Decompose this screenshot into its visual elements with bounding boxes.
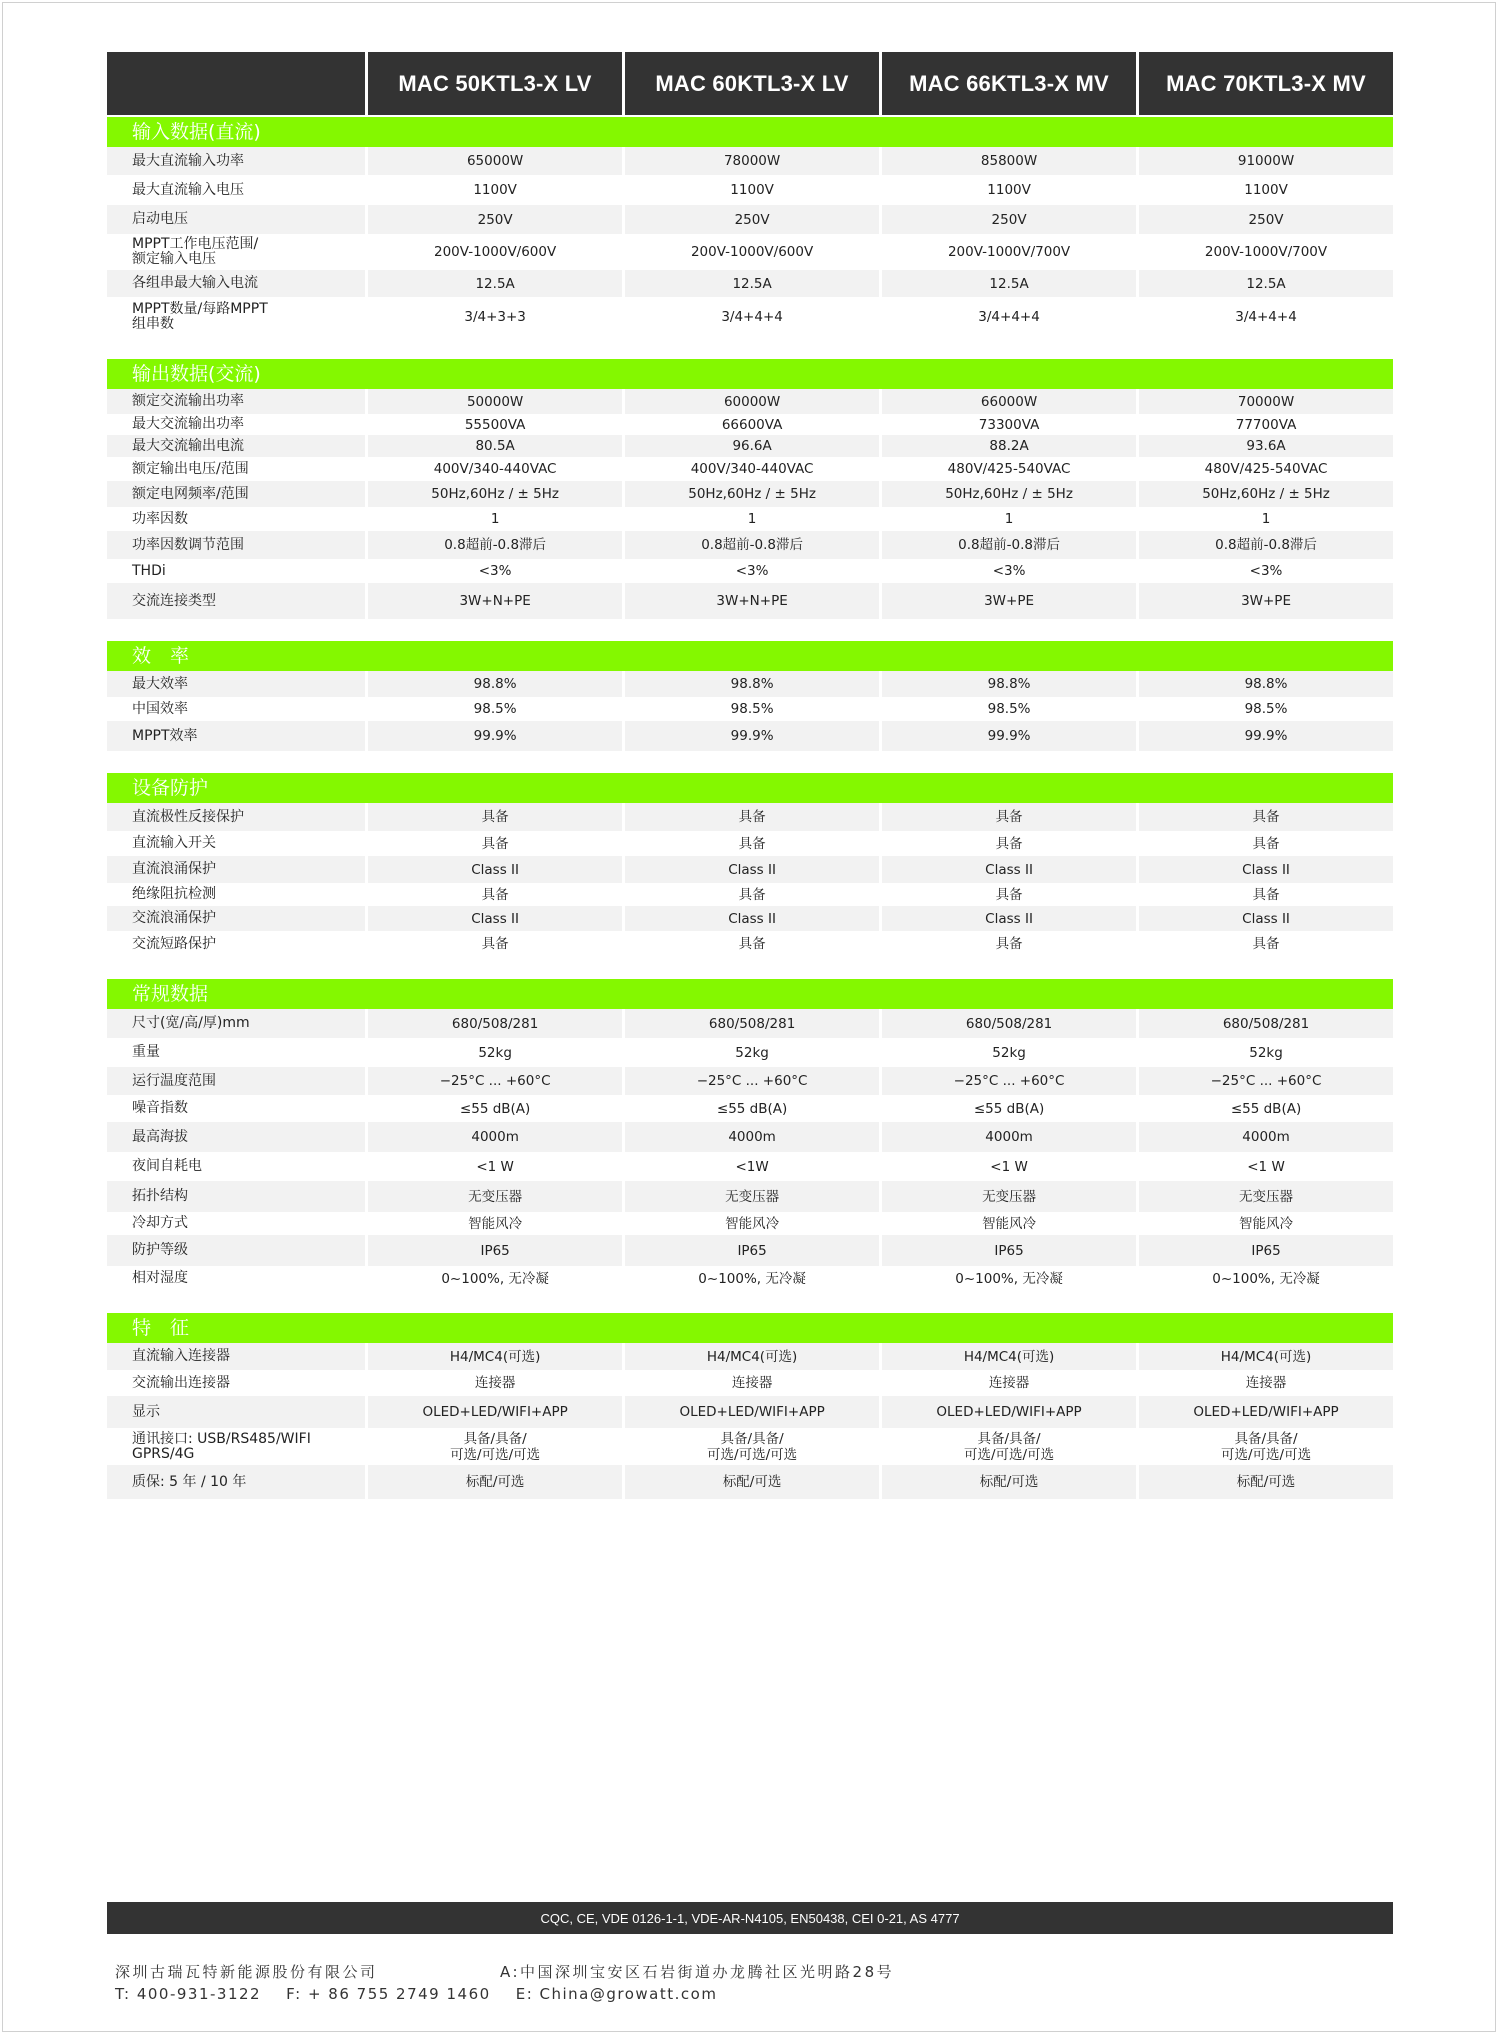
- row-label: 功率因数: [107, 507, 365, 531]
- section: [107, 1313, 1393, 1499]
- row-value-model-4: 标配/可选: [1136, 1465, 1393, 1499]
- table-row: [107, 583, 1393, 619]
- row-value-model-3: IP65: [879, 1235, 1136, 1266]
- row-value-model-4: 具备: [1136, 931, 1393, 957]
- row-label: 中国效率: [107, 697, 365, 721]
- row-label: 交流连接类型: [107, 583, 365, 619]
- row-value-model-1: 99.9%: [365, 721, 622, 751]
- row-value-model-4: 52kg: [1136, 1038, 1393, 1067]
- row-value-model-2: 0~100%, 无冷凝: [622, 1266, 879, 1291]
- row-value-model-4: 12.5A: [1136, 270, 1393, 297]
- table-row: [107, 1465, 1393, 1499]
- section-spacer: [107, 1291, 1393, 1313]
- row-value-model-1: ≤55 dB(A): [365, 1095, 622, 1122]
- row-value-model-2: ≤55 dB(A): [622, 1095, 879, 1122]
- table-row: [107, 1396, 1393, 1428]
- company-contact: T: 400-931-3122 F: + 86 755 2749 1460 E: China@growatt.com: [115, 1985, 718, 2003]
- row-label: 防护等级: [107, 1235, 365, 1266]
- row-value-model-2: IP65: [622, 1235, 879, 1266]
- row-value-model-1: 52kg: [365, 1038, 622, 1067]
- table-row: [107, 147, 1393, 175]
- row-value-model-1: <1 W: [365, 1152, 622, 1181]
- row-value-model-4: 具备: [1136, 803, 1393, 831]
- row-value-model-4: −25°C ... +60°C: [1136, 1067, 1393, 1095]
- row-value-model-3: 0~100%, 无冷凝: [879, 1266, 1136, 1291]
- row-label: 启动电压: [107, 205, 365, 234]
- row-value-model-3: 12.5A: [879, 270, 1136, 297]
- row-value-model-4: 具备/具备/ 可选/可选/可选: [1136, 1428, 1393, 1465]
- table-row: [107, 1122, 1393, 1152]
- table-row: [107, 389, 1393, 414]
- table-row: [107, 883, 1393, 906]
- section: [107, 359, 1393, 619]
- row-value-model-3: 具备: [879, 931, 1136, 957]
- row-value-model-4: 连接器: [1136, 1370, 1393, 1396]
- section-title: 输出数据(交流): [107, 359, 1393, 389]
- row-value-model-2: 具备: [622, 883, 879, 906]
- table-row: [107, 1370, 1393, 1396]
- row-value-model-2: 具备: [622, 931, 879, 957]
- table-row: [107, 721, 1393, 751]
- row-value-model-1: 具备: [365, 931, 622, 957]
- row-value-model-2: 具备: [622, 831, 879, 856]
- table-row: [107, 531, 1393, 559]
- row-value-model-3: 99.9%: [879, 721, 1136, 751]
- row-label: 额定交流输出功率: [107, 389, 365, 414]
- row-value-model-2: 具备/具备/ 可选/可选/可选: [622, 1428, 879, 1465]
- row-value-model-4: 0.8超前-0.8滞后: [1136, 531, 1393, 559]
- table-row: [107, 270, 1393, 297]
- row-label: 噪音指数: [107, 1095, 365, 1122]
- row-value-model-2: 12.5A: [622, 270, 879, 297]
- row-label: 最大交流输出电流: [107, 435, 365, 457]
- row-value-model-1: 无变压器: [365, 1181, 622, 1212]
- row-label: 交流浪涌保护: [107, 906, 365, 931]
- row-value-model-4: 1: [1136, 507, 1393, 531]
- row-value-model-4: 99.9%: [1136, 721, 1393, 751]
- row-value-model-4: <1 W: [1136, 1152, 1393, 1181]
- row-value-model-1: H4/MC4(可选): [365, 1343, 622, 1370]
- row-label: 额定输出电压/范围: [107, 457, 365, 481]
- row-value-model-1: 680/508/281: [365, 1009, 622, 1038]
- row-value-model-3: 具备: [879, 803, 1136, 831]
- table-row: [107, 671, 1393, 697]
- row-value-model-1: <3%: [365, 559, 622, 583]
- row-value-model-1: Class II: [365, 906, 622, 931]
- row-value-model-3: OLED+LED/WIFI+APP: [879, 1396, 1136, 1428]
- row-value-model-1: 3/4+3+3: [365, 297, 622, 337]
- row-value-model-2: 98.5%: [622, 697, 879, 721]
- row-value-model-4: 480V/425-540VAC: [1136, 457, 1393, 481]
- table-row: [107, 931, 1393, 957]
- row-value-model-1: 3W+N+PE: [365, 583, 622, 619]
- row-value-model-1: Class II: [365, 856, 622, 883]
- model-header-3: MAC 66KTL3-X MV: [879, 52, 1136, 115]
- row-value-model-2: H4/MC4(可选): [622, 1343, 879, 1370]
- table-row: [107, 457, 1393, 481]
- model-header-1: MAC 50KTL3-X LV: [365, 52, 622, 115]
- row-value-model-4: 77700VA: [1136, 414, 1393, 435]
- model-header-4: MAC 70KTL3-X MV: [1136, 52, 1393, 115]
- row-value-model-4: 70000W: [1136, 389, 1393, 414]
- table-row: [107, 297, 1393, 337]
- row-value-model-1: 连接器: [365, 1370, 622, 1396]
- row-value-model-1: 0~100%, 无冷凝: [365, 1266, 622, 1291]
- row-value-model-1: 0.8超前-0.8滞后: [365, 531, 622, 559]
- row-label: 相对湿度: [107, 1266, 365, 1291]
- section-title: 输入数据(直流): [107, 117, 1393, 147]
- row-value-model-3: <1 W: [879, 1152, 1136, 1181]
- table-row: [107, 414, 1393, 435]
- row-value-model-4: 无变压器: [1136, 1181, 1393, 1212]
- section: [107, 641, 1393, 751]
- row-value-model-3: 标配/可选: [879, 1465, 1136, 1499]
- row-label: 夜间自耗电: [107, 1152, 365, 1181]
- row-label: 拓扑结构: [107, 1181, 365, 1212]
- row-label: 冷却方式: [107, 1212, 365, 1235]
- row-value-model-2: 智能风冷: [622, 1212, 879, 1235]
- row-value-model-2: 0.8超前-0.8滞后: [622, 531, 879, 559]
- row-value-model-2: 50Hz,60Hz / ± 5Hz: [622, 481, 879, 507]
- table-row: [107, 1009, 1393, 1038]
- row-value-model-3: 73300VA: [879, 414, 1136, 435]
- table-row: [107, 1152, 1393, 1181]
- row-value-model-3: 85800W: [879, 147, 1136, 175]
- row-value-model-1: 200V-1000V/600V: [365, 234, 622, 270]
- row-value-model-1: IP65: [365, 1235, 622, 1266]
- row-value-model-2: −25°C ... +60°C: [622, 1067, 879, 1095]
- row-value-model-3: 连接器: [879, 1370, 1136, 1396]
- row-value-model-1: 4000m: [365, 1122, 622, 1152]
- row-value-model-4: <3%: [1136, 559, 1393, 583]
- row-value-model-1: 具备: [365, 803, 622, 831]
- row-label: 交流短路保护: [107, 931, 365, 957]
- header-blank-cell: [107, 52, 365, 115]
- row-value-model-3: <3%: [879, 559, 1136, 583]
- row-label: THDi: [107, 559, 365, 583]
- row-value-model-1: 50000W: [365, 389, 622, 414]
- row-value-model-2: Class II: [622, 856, 879, 883]
- table-row: [107, 831, 1393, 856]
- row-value-model-2: Class II: [622, 906, 879, 931]
- row-value-model-3: Class II: [879, 906, 1136, 931]
- row-label: 最高海拔: [107, 1122, 365, 1152]
- row-value-model-3: 52kg: [879, 1038, 1136, 1067]
- row-value-model-3: 680/508/281: [879, 1009, 1136, 1038]
- section: [107, 979, 1393, 1291]
- row-value-model-1: 98.5%: [365, 697, 622, 721]
- row-value-model-2: 200V-1000V/600V: [622, 234, 879, 270]
- model-header-2: MAC 60KTL3-X LV: [622, 52, 879, 115]
- row-label: 功率因数调节范围: [107, 531, 365, 559]
- table-row: [107, 559, 1393, 583]
- table-row: [107, 1343, 1393, 1370]
- row-value-model-1: OLED+LED/WIFI+APP: [365, 1396, 622, 1428]
- row-value-model-2: 无变压器: [622, 1181, 879, 1212]
- row-value-model-4: 具备: [1136, 883, 1393, 906]
- row-value-model-3: 智能风冷: [879, 1212, 1136, 1235]
- row-value-model-2: 680/508/281: [622, 1009, 879, 1038]
- row-value-model-2: 4000m: [622, 1122, 879, 1152]
- row-value-model-3: 0.8超前-0.8滞后: [879, 531, 1136, 559]
- row-value-model-1: 具备/具备/ 可选/可选/可选: [365, 1428, 622, 1465]
- table-row: [107, 856, 1393, 883]
- row-value-model-2: OLED+LED/WIFI+APP: [622, 1396, 879, 1428]
- row-value-model-2: 99.9%: [622, 721, 879, 751]
- row-value-model-1: 具备: [365, 831, 622, 856]
- row-value-model-2: 78000W: [622, 147, 879, 175]
- row-value-model-3: 200V-1000V/700V: [879, 234, 1136, 270]
- table-row: [107, 1067, 1393, 1095]
- row-value-model-2: 3W+N+PE: [622, 583, 879, 619]
- row-value-model-3: 480V/425-540VAC: [879, 457, 1136, 481]
- row-value-model-3: 66000W: [879, 389, 1136, 414]
- row-value-model-1: 具备: [365, 883, 622, 906]
- row-value-model-4: 1100V: [1136, 175, 1393, 205]
- section: [107, 117, 1393, 337]
- table-row: [107, 1181, 1393, 1212]
- row-value-model-3: 具备/具备/ 可选/可选/可选: [879, 1428, 1136, 1465]
- row-value-model-4: 93.6A: [1136, 435, 1393, 457]
- row-value-model-4: 4000m: [1136, 1122, 1393, 1152]
- row-value-model-3: 具备: [879, 883, 1136, 906]
- row-value-model-4: 200V-1000V/700V: [1136, 234, 1393, 270]
- row-value-model-4: 具备: [1136, 831, 1393, 856]
- table-row: [107, 481, 1393, 507]
- row-value-model-3: 4000m: [879, 1122, 1136, 1152]
- row-value-model-2: 标配/可选: [622, 1465, 879, 1499]
- row-value-model-3: 1: [879, 507, 1136, 531]
- row-label: 最大直流输入电压: [107, 175, 365, 205]
- row-label: MPPT效率: [107, 721, 365, 751]
- row-label: 交流输出连接器: [107, 1370, 365, 1396]
- row-label: MPPT工作电压范围/ 额定输入电压: [107, 234, 365, 270]
- row-label: 尺寸(宽/高/厚)mm: [107, 1009, 365, 1038]
- row-value-model-4: 3W+PE: [1136, 583, 1393, 619]
- row-value-model-1: 标配/可选: [365, 1465, 622, 1499]
- row-value-model-2: 连接器: [622, 1370, 879, 1396]
- row-value-model-4: 98.5%: [1136, 697, 1393, 721]
- section: [107, 773, 1393, 957]
- row-label: 直流极性反接保护: [107, 803, 365, 831]
- row-value-model-4: 91000W: [1136, 147, 1393, 175]
- row-value-model-4: 智能风冷: [1136, 1212, 1393, 1235]
- company-name: 深圳古瑞瓦特新能源股份有限公司: [115, 1963, 378, 1981]
- table-row: [107, 1266, 1393, 1291]
- row-value-model-2: 1: [622, 507, 879, 531]
- row-value-model-4: ≤55 dB(A): [1136, 1095, 1393, 1122]
- section-spacer: [107, 751, 1393, 773]
- row-value-model-3: 88.2A: [879, 435, 1136, 457]
- table-row: [107, 234, 1393, 270]
- row-value-model-2: 400V/340-440VAC: [622, 457, 879, 481]
- table-row: [107, 507, 1393, 531]
- row-value-model-2: 66600VA: [622, 414, 879, 435]
- row-value-model-2: 96.6A: [622, 435, 879, 457]
- row-label: 直流浪涌保护: [107, 856, 365, 883]
- row-value-model-2: 52kg: [622, 1038, 879, 1067]
- row-value-model-2: 98.8%: [622, 671, 879, 697]
- table-row: [107, 1038, 1393, 1067]
- row-label: 各组串最大输入电流: [107, 270, 365, 297]
- section-title: 效 率: [107, 641, 1393, 671]
- row-value-model-3: 1100V: [879, 175, 1136, 205]
- section-spacer: [107, 957, 1393, 979]
- spec-table: [107, 52, 1393, 1499]
- row-value-model-2: 3/4+4+4: [622, 297, 879, 337]
- row-label: 通讯接口: USB/RS485/WIFI GPRS/4G: [107, 1428, 365, 1465]
- row-value-model-4: 680/508/281: [1136, 1009, 1393, 1038]
- row-value-model-4: 98.8%: [1136, 671, 1393, 697]
- row-value-model-4: Class II: [1136, 856, 1393, 883]
- row-value-model-1: 55500VA: [365, 414, 622, 435]
- row-label: 重量: [107, 1038, 365, 1067]
- row-value-model-3: 无变压器: [879, 1181, 1136, 1212]
- row-value-model-3: 98.8%: [879, 671, 1136, 697]
- row-value-model-4: Class II: [1136, 906, 1393, 931]
- row-value-model-1: 250V: [365, 205, 622, 234]
- table-row: [107, 205, 1393, 234]
- row-value-model-3: H4/MC4(可选): [879, 1343, 1136, 1370]
- row-value-model-3: Class II: [879, 856, 1136, 883]
- row-value-model-2: <3%: [622, 559, 879, 583]
- row-value-model-3: 98.5%: [879, 697, 1136, 721]
- row-label: 直流输入开关: [107, 831, 365, 856]
- row-value-model-4: OLED+LED/WIFI+APP: [1136, 1396, 1393, 1428]
- row-label: 显示: [107, 1396, 365, 1428]
- row-value-model-2: 具备: [622, 803, 879, 831]
- row-value-model-1: 98.8%: [365, 671, 622, 697]
- table-row: [107, 906, 1393, 931]
- row-value-model-4: 250V: [1136, 205, 1393, 234]
- row-label: 绝缘阻抗检测: [107, 883, 365, 906]
- row-label: 最大效率: [107, 671, 365, 697]
- table-row: [107, 1095, 1393, 1122]
- row-value-model-1: 12.5A: [365, 270, 622, 297]
- section-spacer: [107, 619, 1393, 641]
- section-spacer: [107, 337, 1393, 359]
- row-value-model-4: H4/MC4(可选): [1136, 1343, 1393, 1370]
- row-value-model-4: 50Hz,60Hz / ± 5Hz: [1136, 481, 1393, 507]
- row-value-model-4: IP65: [1136, 1235, 1393, 1266]
- row-value-model-1: 1: [365, 507, 622, 531]
- sections-container: [107, 115, 1393, 1499]
- row-value-model-2: <1W: [622, 1152, 879, 1181]
- row-value-model-2: 250V: [622, 205, 879, 234]
- row-value-model-1: −25°C ... +60°C: [365, 1067, 622, 1095]
- row-value-model-3: 50Hz,60Hz / ± 5Hz: [879, 481, 1136, 507]
- table-row: [107, 435, 1393, 457]
- section-title: 常规数据: [107, 979, 1393, 1009]
- row-value-model-3: −25°C ... +60°C: [879, 1067, 1136, 1095]
- table-header: [107, 52, 1393, 115]
- table-row: [107, 803, 1393, 831]
- certifications-bar: CQC, CE, VDE 0126-1-1, VDE-AR-N4105, EN50438, CEI 0-21, AS 4777: [107, 1902, 1393, 1934]
- table-row: [107, 175, 1393, 205]
- row-label: 质保: 5 年 / 10 年: [107, 1465, 365, 1499]
- row-label: 最大交流输出功率: [107, 414, 365, 435]
- row-value-model-1: 65000W: [365, 147, 622, 175]
- row-label: 直流输入连接器: [107, 1343, 365, 1370]
- table-row: [107, 697, 1393, 721]
- row-value-model-4: 0~100%, 无冷凝: [1136, 1266, 1393, 1291]
- row-value-model-3: 3W+PE: [879, 583, 1136, 619]
- row-label: 最大直流输入功率: [107, 147, 365, 175]
- row-value-model-1: 50Hz,60Hz / ± 5Hz: [365, 481, 622, 507]
- section-title: 设备防护: [107, 773, 1393, 803]
- row-value-model-1: 1100V: [365, 175, 622, 205]
- company-address: A:中国深圳宝安区石岩街道办龙腾社区光明路28号: [500, 1963, 895, 1981]
- row-label: 额定电网频率/范围: [107, 481, 365, 507]
- table-row: [107, 1235, 1393, 1266]
- row-value-model-2: 1100V: [622, 175, 879, 205]
- row-value-model-3: 3/4+4+4: [879, 297, 1136, 337]
- row-value-model-2: 60000W: [622, 389, 879, 414]
- section-title: 特 征: [107, 1313, 1393, 1343]
- row-value-model-1: 80.5A: [365, 435, 622, 457]
- row-value-model-1: 智能风冷: [365, 1212, 622, 1235]
- row-label: 运行温度范围: [107, 1067, 365, 1095]
- row-value-model-3: 250V: [879, 205, 1136, 234]
- row-label: MPPT数量/每路MPPT 组串数: [107, 297, 365, 337]
- table-row: [107, 1428, 1393, 1465]
- row-value-model-3: ≤55 dB(A): [879, 1095, 1136, 1122]
- table-row: [107, 1212, 1393, 1235]
- row-value-model-4: 3/4+4+4: [1136, 297, 1393, 337]
- row-value-model-3: 具备: [879, 831, 1136, 856]
- row-value-model-1: 400V/340-440VAC: [365, 457, 622, 481]
